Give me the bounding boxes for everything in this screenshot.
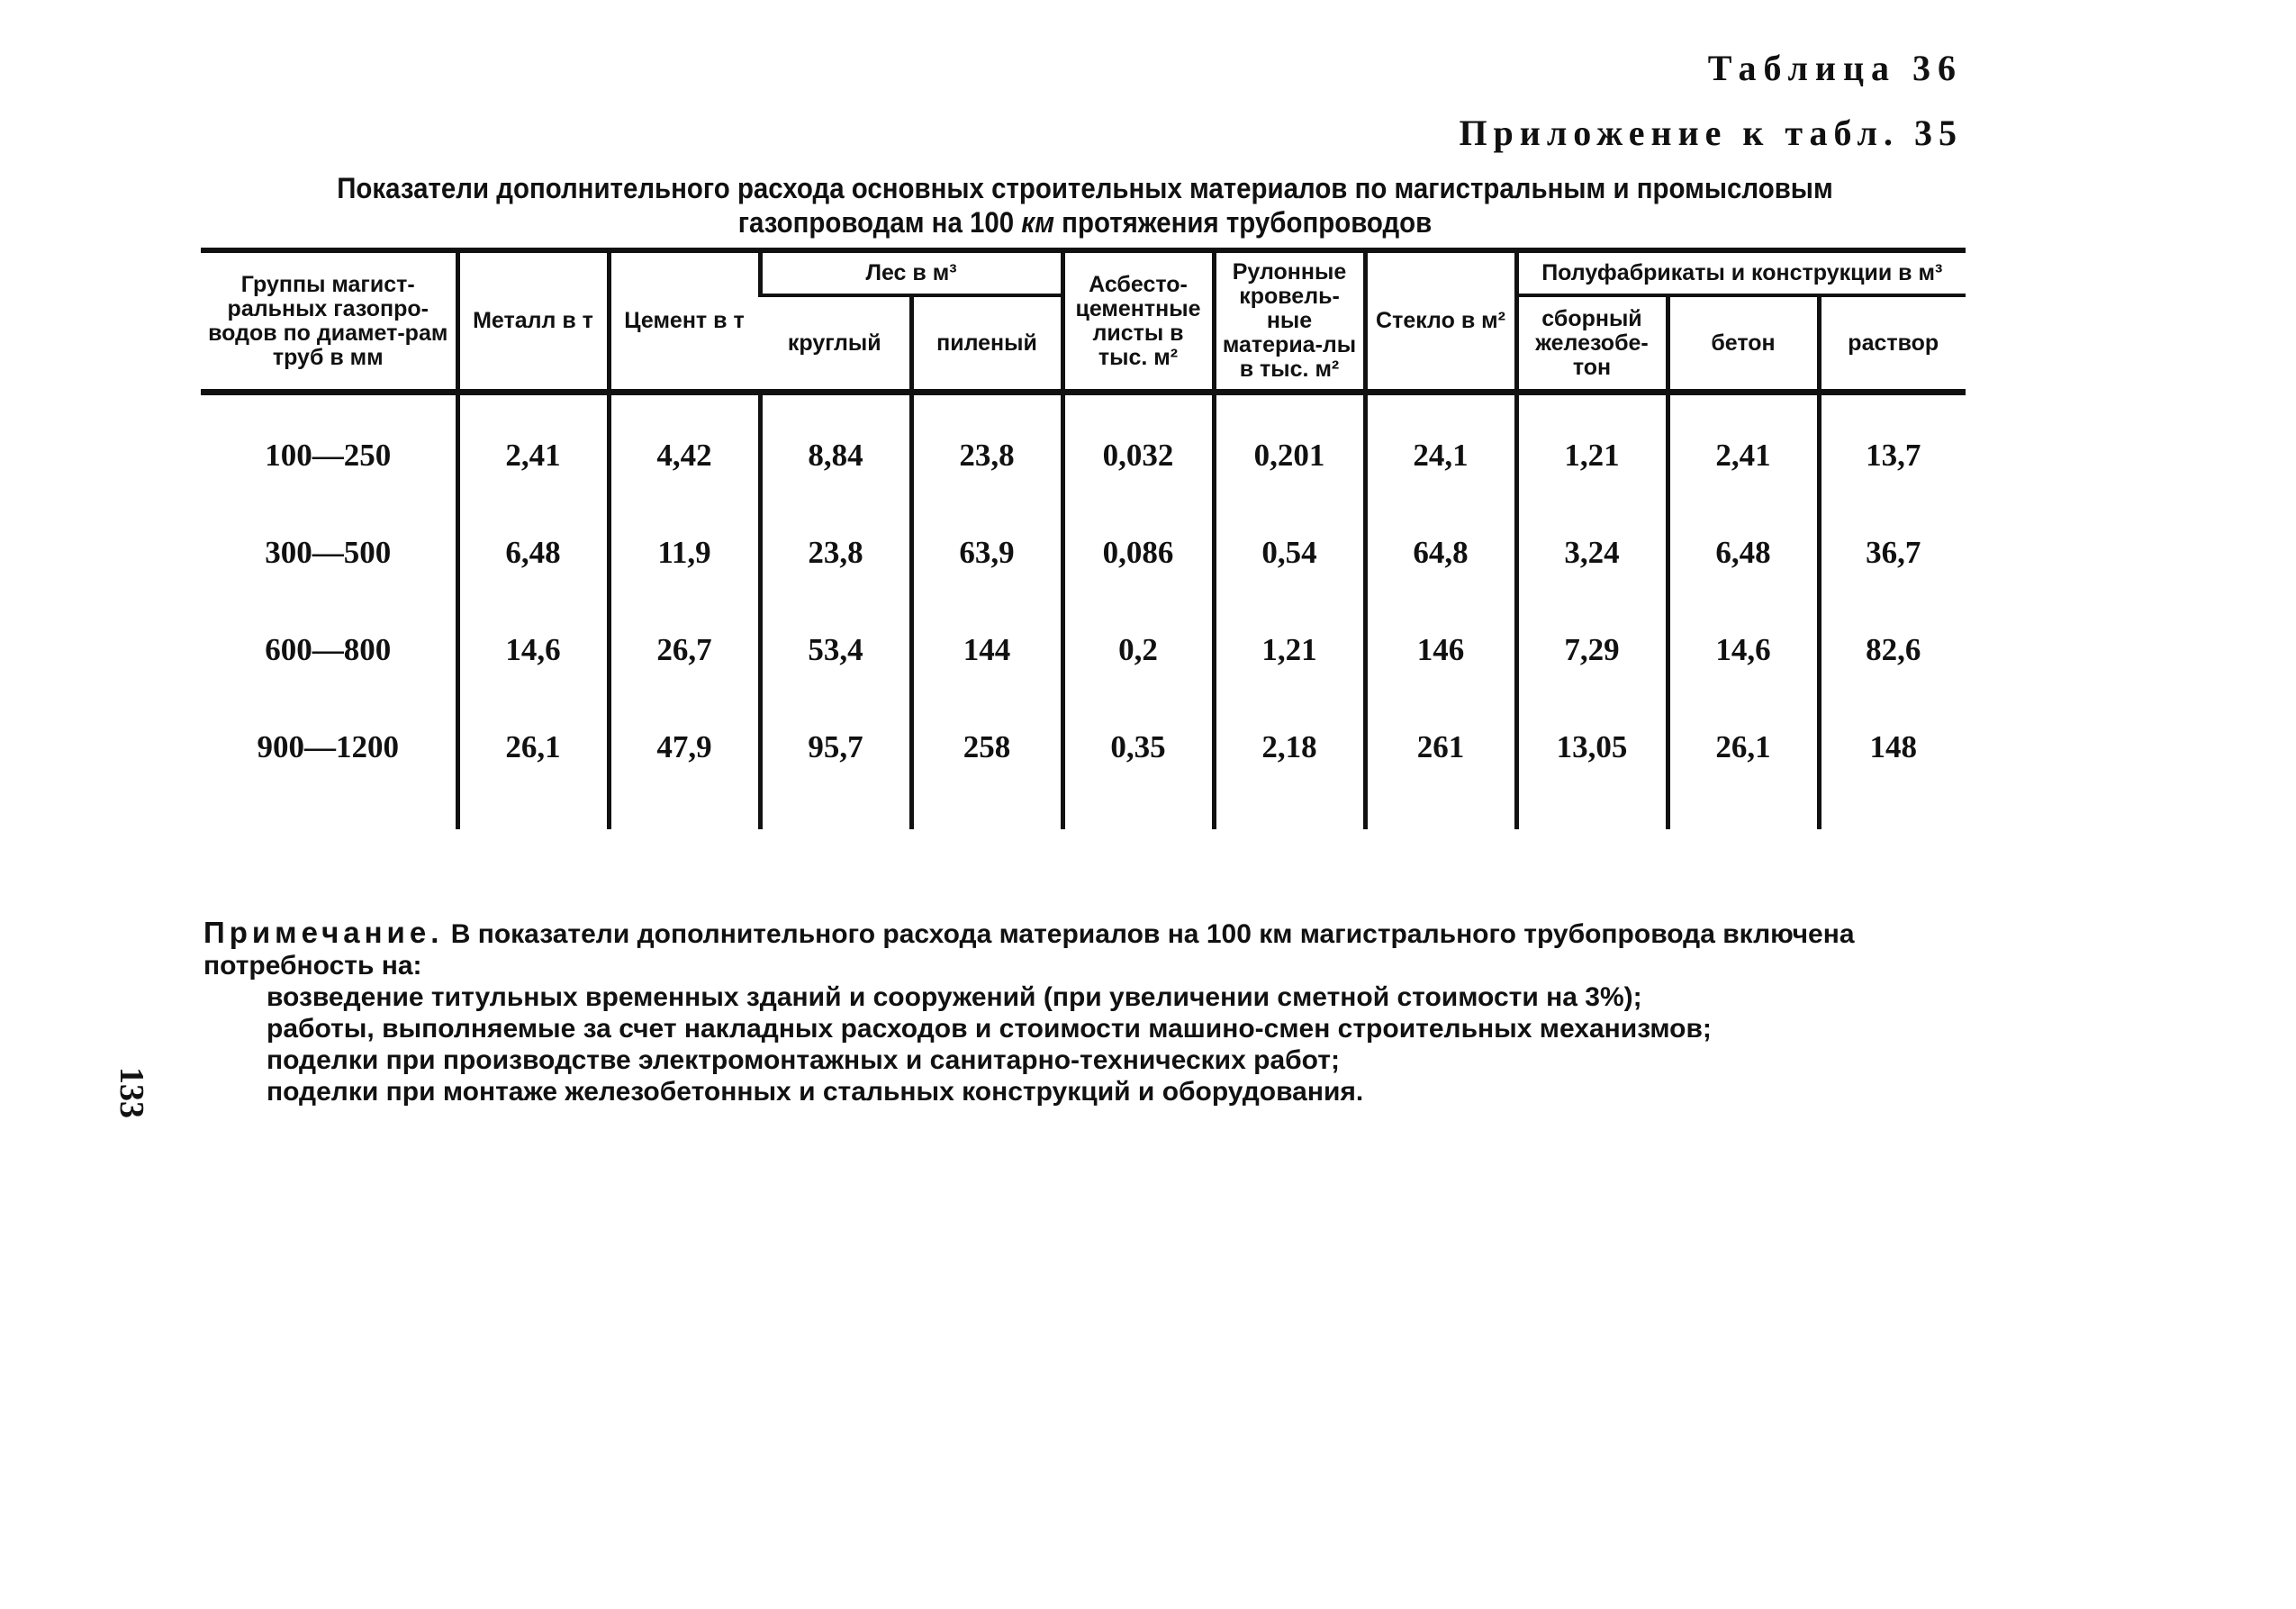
cell-prefab-concrete: 6,48 (1668, 504, 1819, 601)
cell-cement: 4,42 (609, 393, 760, 505)
cell-prefab-rc: 13,05 (1516, 699, 1668, 829)
cell-asbestos: 0,032 (1062, 393, 1214, 505)
note-intro: В показатели дополнительного расхода материалов на 100 км магистрального трубопровода включена потребность на: (203, 919, 1855, 981)
appendix-label: Приложение к табл. 35 (1459, 113, 1963, 153)
cell-cement: 11,9 (609, 504, 760, 601)
header-roofing: Рулонные кровель-ные материа-лы в тыс. м² (1214, 250, 1365, 393)
cell-metal: 6,48 (457, 504, 609, 601)
cell-prefab-concrete: 2,41 (1668, 393, 1819, 505)
cell-prefab-mortar: 36,7 (1819, 504, 1966, 601)
caption-line-2-post: протяжения трубопроводов (1054, 206, 1433, 239)
table-row (201, 393, 1966, 505)
note-item: поделки при монтаже железобетонных и стальных конструкций и оборудования. (267, 1077, 1364, 1107)
cell-prefab-rc: 1,21 (1516, 393, 1668, 505)
cell-group: 100—250 (265, 438, 392, 473)
cell-group: 300—500 (265, 535, 392, 570)
table-number: Таблица 36 (1707, 48, 1963, 88)
caption-line-1: Показатели дополнительного расхода основных строительных материалов по магистральным и промысловым (337, 172, 1833, 204)
cell-wood-round: 95,7 (760, 699, 911, 829)
cell-wood-sawn: 63,9 (911, 504, 1062, 601)
header-wood: Лес в м³ (760, 250, 1062, 295)
cell-prefab-concrete: 26,1 (1668, 699, 1819, 829)
cell-asbestos: 0,35 (1062, 699, 1214, 829)
cell-roofing: 1,21 (1214, 601, 1365, 699)
cell-prefab-mortar: 82,6 (1819, 601, 1966, 699)
cell-roofing: 0,54 (1214, 504, 1365, 601)
caption-line-2 (311, 205, 1859, 240)
cell-roofing: 0,201 (1214, 393, 1365, 505)
cell-cement: 47,9 (609, 699, 760, 829)
cell-wood-sawn: 144 (911, 601, 1062, 699)
cell-glass: 24,1 (1365, 393, 1516, 505)
cell-prefab-mortar: 13,7 (1819, 393, 1966, 505)
header-cement: Цемент в т (609, 250, 760, 393)
note-items (267, 981, 1959, 1107)
header-prefab-rc: сборный железобе-тон (1516, 295, 1668, 392)
header-wood-sawn: пиленый (911, 295, 1062, 392)
table-row (201, 504, 1966, 601)
cell-metal: 2,41 (457, 393, 609, 505)
cell-glass: 146 (1365, 601, 1516, 699)
header-prefab: Полуфабрикаты и конструкции в м³ (1516, 250, 1966, 295)
cell-metal: 14,6 (457, 601, 609, 699)
cell-glass: 64,8 (1365, 504, 1516, 601)
caption-unit: км (1021, 206, 1055, 239)
caption-line-2-pre: газопроводам на 100 (737, 206, 1022, 239)
cell-wood-round: 53,4 (760, 601, 911, 699)
note-item: работы, выполняемые за счет накладных расходов и стоимости машино-смен строительных механизмов; (267, 1014, 1712, 1044)
note-lead: Примечание. (203, 916, 444, 949)
cell-wood-sawn: 23,8 (911, 393, 1062, 505)
table-note (203, 917, 1959, 1107)
table-row (201, 699, 1966, 829)
cell-cement: 26,7 (609, 601, 760, 699)
header-prefab-concrete: бетон (1668, 295, 1819, 392)
note-intro-line (203, 917, 1959, 981)
note-item: поделки при производстве электромонтажных и санитарно-технических работ; (267, 1045, 1340, 1075)
cell-prefab-rc: 3,24 (1516, 504, 1668, 601)
cell-asbestos: 0,086 (1062, 504, 1214, 601)
page-number: 133 (113, 1067, 150, 1118)
cell-prefab-rc: 7,29 (1516, 601, 1668, 699)
cell-wood-sawn: 258 (911, 699, 1062, 829)
table-row (201, 601, 1966, 699)
cell-glass: 261 (1365, 699, 1516, 829)
table-caption (311, 171, 1859, 240)
header-asbestos: Асбесто-цементные листы в тыс. м² (1062, 250, 1214, 393)
cell-prefab-concrete: 14,6 (1668, 601, 1819, 699)
header-glass: Стекло в м² (1365, 250, 1516, 393)
cell-roofing: 2,18 (1214, 699, 1365, 829)
cell-group: 900—1200 (257, 729, 399, 764)
header-metal: Металл в т (457, 250, 609, 393)
note-item: возведение титульных временных зданий и сооружений (при увеличении сметной стоимости на 3%); (267, 982, 1642, 1012)
cell-wood-round: 8,84 (760, 393, 911, 505)
cell-asbestos: 0,2 (1062, 601, 1214, 699)
cell-wood-round: 23,8 (760, 504, 911, 601)
header-wood-round: круглый (760, 295, 911, 392)
cell-prefab-mortar: 148 (1819, 699, 1966, 829)
cell-group: 600—800 (265, 632, 392, 667)
header-groups: Группы магист-ральных газопро-водов по диамет-рам труб в мм (201, 250, 457, 393)
header-prefab-mortar: раствор (1819, 295, 1966, 392)
cell-metal: 26,1 (457, 699, 609, 829)
materials-table (201, 248, 1966, 829)
